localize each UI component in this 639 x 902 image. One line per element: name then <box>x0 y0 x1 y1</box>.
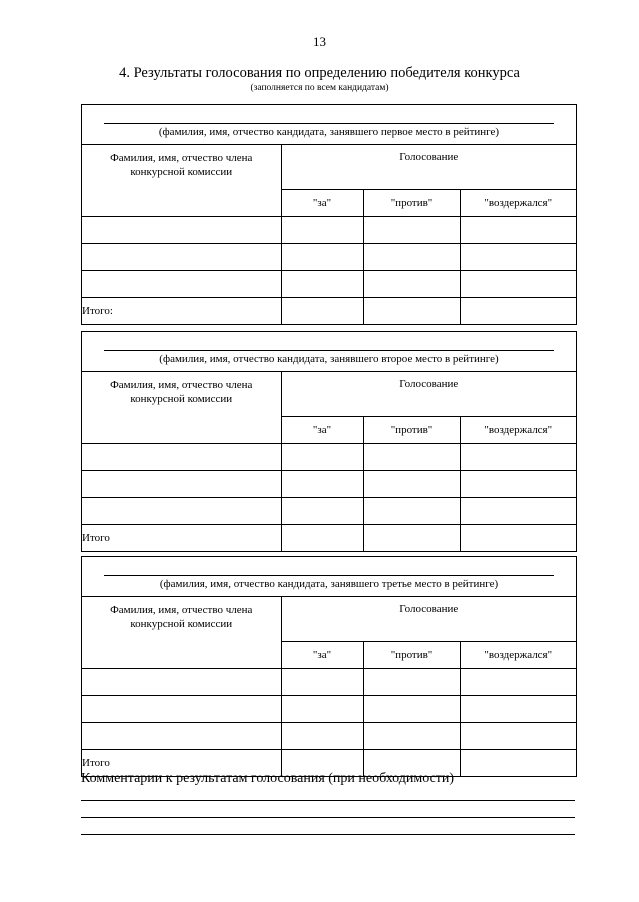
total-label: Итого: <box>82 298 281 325</box>
voting-header: Голосование <box>281 597 576 642</box>
total-abstain-cell[interactable] <box>460 298 576 325</box>
candidate-caption-text: (фамилия, имя, отчество кандидата, занявшего первое место в рейтинге) <box>158 126 500 138</box>
against-cell[interactable] <box>363 471 460 498</box>
voting-header: Голосование <box>281 145 576 190</box>
against-header: "против" <box>363 190 460 217</box>
for-cell[interactable] <box>281 723 363 750</box>
total-against-cell[interactable] <box>363 298 460 325</box>
abstain-cell[interactable] <box>460 244 576 271</box>
against-header: "против" <box>363 417 460 444</box>
member-header: Фамилия, имя, отчество члена конкурсной комиссии <box>82 145 281 217</box>
voting-table <box>82 372 576 551</box>
against-cell[interactable] <box>363 244 460 271</box>
abstain-cell[interactable] <box>460 669 576 696</box>
member-cell[interactable] <box>82 444 281 471</box>
member-cell[interactable] <box>82 696 281 723</box>
for-cell[interactable] <box>281 696 363 723</box>
table-row <box>82 444 576 471</box>
table-row <box>82 669 576 696</box>
abstain-cell[interactable] <box>460 444 576 471</box>
member-header: Фамилия, имя, отчество члена конкурсной комиссии <box>82 597 281 669</box>
against-cell[interactable] <box>363 444 460 471</box>
table-row <box>82 498 576 525</box>
for-header: "за" <box>281 190 363 217</box>
member-cell[interactable] <box>82 669 281 696</box>
candidate-block-second <box>81 331 577 552</box>
member-cell[interactable] <box>82 217 281 244</box>
abstain-cell[interactable] <box>460 723 576 750</box>
candidate-caption-text: (фамилия, имя, отчество кандидата, занявшего второе место в рейтинге) <box>159 353 499 365</box>
abstain-cell[interactable] <box>460 471 576 498</box>
for-cell[interactable] <box>281 498 363 525</box>
total-row <box>82 298 576 325</box>
comment-line[interactable] <box>81 800 575 801</box>
page-number: 13 <box>313 34 326 49</box>
voting-header: Голосование <box>281 372 576 417</box>
for-cell[interactable] <box>281 669 363 696</box>
against-cell[interactable] <box>363 669 460 696</box>
section-title: 4. Результаты голосования по определению победителя конкурса <box>119 65 520 81</box>
against-cell[interactable] <box>363 498 460 525</box>
for-header: "за" <box>281 417 363 444</box>
for-header: "за" <box>281 642 363 669</box>
abstain-cell[interactable] <box>460 271 576 298</box>
table-row <box>82 244 576 271</box>
voting-table <box>82 597 576 776</box>
for-cell[interactable] <box>281 244 363 271</box>
member-cell[interactable] <box>82 244 281 271</box>
table-row <box>82 271 576 298</box>
abstain-header: "воздержался" <box>460 190 576 217</box>
table-row <box>82 471 576 498</box>
total-label: Итого <box>82 750 281 777</box>
member-header: Фамилия, имя, отчество члена конкурсной комиссии <box>82 372 281 444</box>
candidate-block-third <box>81 556 577 777</box>
candidate-caption <box>82 332 576 372</box>
member-cell[interactable] <box>82 723 281 750</box>
header-row <box>82 597 576 642</box>
total-against-cell[interactable] <box>363 525 460 552</box>
total-label: Итого <box>82 525 281 552</box>
table-row <box>82 696 576 723</box>
section-note: (заполняется по всем кандидатам) <box>250 83 389 93</box>
candidate-name-line[interactable] <box>104 123 554 124</box>
candidate-caption-text: (фамилия, имя, отчество кандидата, занявшего третье место в рейтинге) <box>159 578 499 590</box>
for-cell[interactable] <box>281 444 363 471</box>
candidate-block-first <box>81 104 577 325</box>
against-cell[interactable] <box>363 723 460 750</box>
against-cell[interactable] <box>363 271 460 298</box>
total-for-cell[interactable] <box>281 525 363 552</box>
abstain-header: "воздержался" <box>460 642 576 669</box>
table-row <box>82 723 576 750</box>
against-cell[interactable] <box>363 217 460 244</box>
table-row <box>82 217 576 244</box>
total-for-cell[interactable] <box>281 298 363 325</box>
abstain-cell[interactable] <box>460 498 576 525</box>
total-abstain-cell[interactable] <box>460 525 576 552</box>
comment-line[interactable] <box>81 834 575 835</box>
total-abstain-cell[interactable] <box>460 750 576 777</box>
voting-table <box>82 145 576 324</box>
abstain-cell[interactable] <box>460 217 576 244</box>
candidate-caption <box>82 105 576 145</box>
abstain-cell[interactable] <box>460 696 576 723</box>
candidate-name-line[interactable] <box>104 350 554 351</box>
against-cell[interactable] <box>363 696 460 723</box>
total-row <box>82 525 576 552</box>
header-row <box>82 145 576 190</box>
candidate-caption <box>82 557 576 597</box>
member-cell[interactable] <box>82 271 281 298</box>
against-header: "против" <box>363 642 460 669</box>
comments-label: Комментарии к результатам голосования (при необходимости) <box>81 771 455 786</box>
candidate-name-line[interactable] <box>104 575 554 576</box>
for-cell[interactable] <box>281 271 363 298</box>
member-cell[interactable] <box>82 471 281 498</box>
for-cell[interactable] <box>281 217 363 244</box>
member-cell[interactable] <box>82 498 281 525</box>
abstain-header: "воздержался" <box>460 417 576 444</box>
comment-line[interactable] <box>81 817 575 818</box>
header-row <box>82 372 576 417</box>
for-cell[interactable] <box>281 471 363 498</box>
